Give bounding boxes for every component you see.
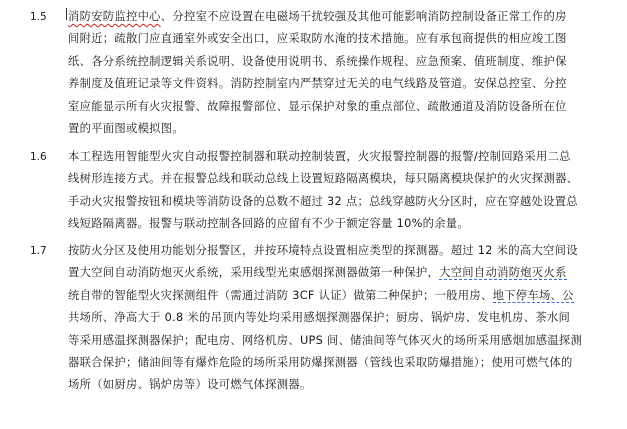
revision-marked-text: 消防安防监控中心 [68, 10, 161, 23]
text-line: 线短路隔离器。报警与联动控制各回路的应留有不少于额定容量 10%的余量。 [68, 217, 470, 231]
revision-marked-text: 地下停车场、公 [492, 288, 574, 302]
text-line: 室应能显示所有火灾报警、故障报警部位、显示保护对象的重点部位、疏散通道及消防设备所在位 [68, 99, 567, 113]
text-line: 器联合保护；储油间等有爆炸危险的场所采用防爆探测器（管线也采取防爆措施）；使用可燃气体的 [68, 356, 573, 370]
item-number: 1.7 [30, 245, 47, 257]
item-number: 1.6 [30, 151, 47, 163]
text-line: 线树形连接方式。并在报警总线和联动总线上设置短路隔离模块，每只隔离模块保护的火灾探测器、 [68, 172, 579, 186]
text-line: 本工程选用智能型火灾自动报警控制器和联动控制装置，火灾报警控制器的报警/控制回路采用二总 [68, 150, 571, 163]
text-line: 置的平面图或模拟图。 [68, 122, 184, 136]
text-line [68, 6, 608, 28]
text-line: 按防火分区及使用功能划分报警区，并按环境特点设置相应类型的探测器。超过 12 米的高大空间设 [68, 244, 578, 257]
text-line: 纸、各分系统控制逻辑关系说明、设备使用说明书、系统操作规程、应急预案、值班制度、维护保 [68, 54, 567, 68]
text-line: 养制度及值班记录等文件资料。消防控制室内严禁穿过无关的电气线路及管道。安保总控室、分控 [68, 77, 567, 91]
item-body [68, 6, 608, 140]
text-line: 等采用感温探测器保护；配电房、网络机房、UPS 间、储油间等气体灭火的场所采用感烟加感温探测 [68, 333, 583, 347]
text-line [68, 262, 608, 284]
text-span: 置大空间自动消防炮灭火系统，采用线型光束感烟探测器做第一种保护， [68, 266, 440, 280]
text-cursor [66, 8, 67, 20]
item-number: 1.5 [30, 11, 47, 23]
item-body [68, 146, 608, 236]
item-body [68, 240, 608, 397]
text-line: 场所（如厨房、锅炉房等）设可燃气体探测器。 [68, 378, 312, 392]
text-line [68, 285, 608, 307]
text-span: 统自带的智能型火灾探测组件（需通过消防 3CF 认证）做第二种保护；一般用房、 [68, 288, 493, 302]
text-line: 间附近；疏散门应直通室外或安全出口，应采取防水淹的技术措施。应有承包商提供的相应竣工图 [68, 32, 567, 46]
text-span: 、分控室不应设置在电磁场干扰较强及其他可能影响消防控制设备正常工作的房 [160, 10, 567, 23]
text-line: 共场所、净高大于 0.8 米的吊顶内等处均采用感烟探测器保护；厨房、锅炉房、发电机房、茶水间 [68, 311, 571, 325]
text-line: 手动火灾报警按钮和模块等消防设备的总数不超过 32 点；总线穿越防火分区时，应在穿越处设置总 [68, 194, 578, 208]
revision-marked-text: 大空间自动消防炮灭火系 [439, 266, 567, 280]
